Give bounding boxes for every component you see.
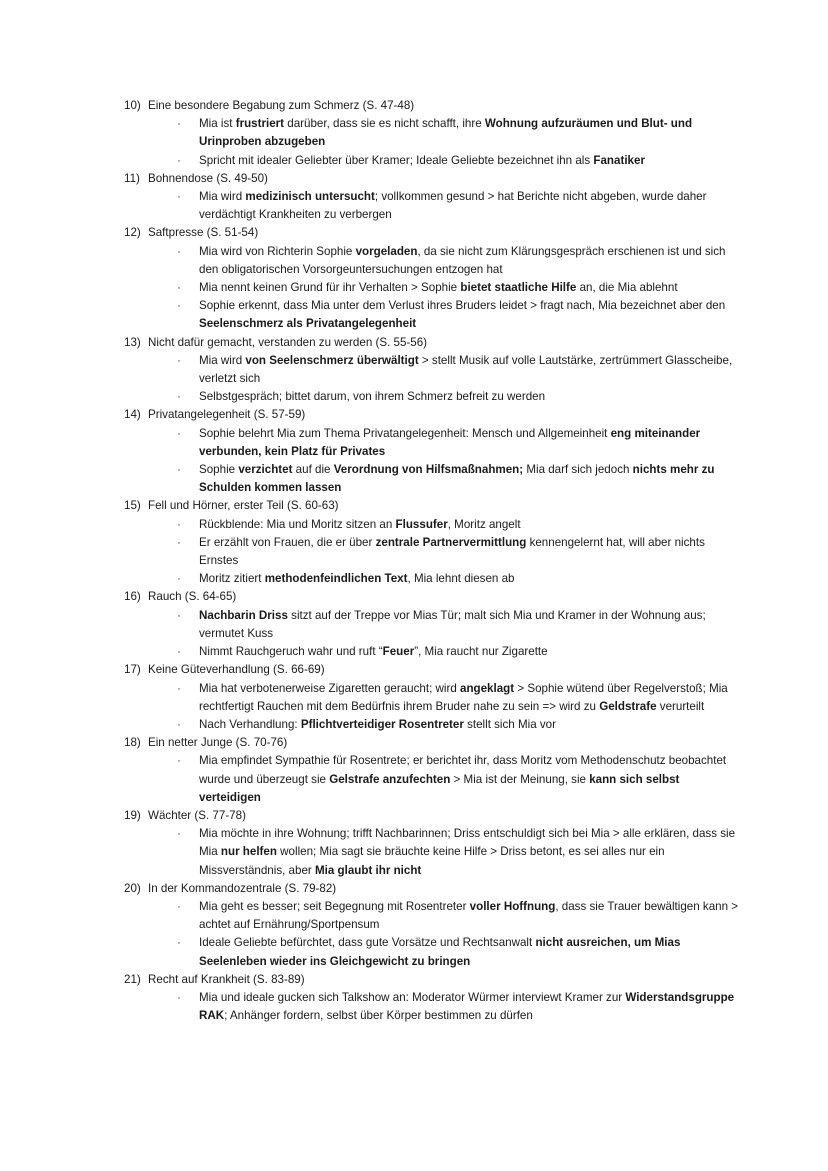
bullet-item — [124, 516, 744, 534]
bullet-list — [124, 898, 744, 971]
bullet-list — [124, 989, 744, 1025]
bullet-dot-icon: · — [177, 154, 181, 167]
text-segment: ; Anhänger fordern, selbst über Körper bestimmen zu dürfen — [224, 1009, 533, 1023]
chapter-title: Privatangelegenheit (S. 57-59) — [148, 408, 306, 422]
text-segment: Mia ist — [199, 117, 236, 131]
text-segment: Selbstgespräch; bittet darum, von ihrem Schmerz befreit zu werden — [199, 390, 546, 404]
bullet-item — [124, 680, 744, 716]
chapter-heading — [124, 588, 744, 606]
chapter-number: 16) — [124, 590, 141, 604]
bullet-item — [124, 243, 744, 279]
chapter-title: Bohnendose (S. 49-50) — [148, 171, 268, 185]
bullet-dot-icon: · — [177, 646, 181, 659]
bullet-item — [124, 425, 744, 461]
bullet-list — [124, 516, 744, 589]
bold-text: Gelstrafe anzufechten — [329, 772, 451, 786]
text-segment: , Mia lehnt diesen ab — [407, 572, 515, 586]
bullet-item — [124, 898, 744, 934]
text-segment: stellt sich Mia vor — [463, 717, 556, 731]
text-segment: Ideale Geliebte befürchtet, dass gute Vorsätze und Rechtsanwalt — [199, 936, 536, 950]
bold-text: angeklagt — [460, 681, 515, 695]
text-segment: Sophie belehrt Mia zum Thema Privatangelegenheit: Mensch und Allgemeinheit — [199, 426, 611, 440]
bold-text: Fanatiker — [593, 153, 645, 167]
bullet-dot-icon: · — [177, 937, 181, 950]
text-segment: Mia wird — [199, 190, 246, 204]
bullet-dot-icon: · — [177, 354, 181, 367]
text-segment: > Sophie wütend über Regelverstoß; Mia rechtfertigt Rauchen mit dem Bedürfnis ihrem Bruder nahe zu sein => wird zu — [199, 681, 728, 713]
chapter-heading — [124, 334, 744, 352]
chapter-heading — [124, 406, 744, 424]
chapter-number: 19) — [124, 808, 141, 822]
bullet-item — [124, 115, 744, 151]
bullet-item — [124, 461, 744, 497]
bold-text: Pflichtverteidiger Rosentreter — [300, 717, 464, 731]
bullet-dot-icon: · — [177, 828, 181, 841]
text-segment: Mia wird von Richterin Sophie — [199, 244, 356, 258]
bullet-dot-icon: · — [177, 118, 181, 131]
chapter-number: 15) — [124, 499, 141, 513]
text-segment: Sophie erkennt, dass Mia unter dem Verlust ihres Bruders leidet > fragt nach, Mia bezeichnet aber den — [199, 299, 726, 313]
text-segment: > Mia ist der Meinung, sie — [450, 772, 590, 786]
text-segment: , dass sie Trauer bewältigen kann > achtet auf Ernährung/Sportpensum — [199, 899, 739, 932]
chapter-heading — [124, 97, 744, 115]
bold-text: medizinisch untersucht — [245, 190, 375, 204]
bullet-dot-icon: · — [177, 609, 181, 622]
bullet-dot-icon: · — [177, 682, 181, 695]
text-segment: , Moritz angelt — [447, 517, 521, 531]
text-segment: > stellt Musik auf volle Lautstärke, zertrümmert Glasscheibe, verletzt sich — [199, 353, 733, 386]
text-segment: ”, Mia raucht nur Zigarette — [414, 645, 548, 659]
text-segment: darüber, dass sie es nicht schafft, ihre — [284, 117, 485, 131]
bullet-dot-icon: · — [177, 191, 181, 204]
chapter-heading — [124, 497, 744, 515]
bullet-item — [124, 643, 744, 661]
chapter-item — [124, 97, 744, 170]
text-segment: Er erzählt von Frauen, die er über — [199, 535, 376, 549]
chapter-title: Saftpresse (S. 51-54) — [148, 226, 259, 240]
bullet-item — [124, 188, 744, 224]
chapter-number: 14) — [124, 408, 141, 422]
bullet-item — [124, 825, 744, 880]
bullet-list — [124, 680, 744, 735]
chapter-number: 11) — [124, 171, 140, 185]
text-segment: an, die Mia ablehnt — [576, 281, 678, 295]
bold-text: methodenfeindlichen Text — [264, 572, 408, 586]
text-segment: Mia geht es besser; seit Begegnung mit Rosentreter — [199, 899, 470, 913]
chapter-item — [124, 406, 744, 497]
bold-text: Nachbarin Driss — [199, 608, 288, 622]
bold-text: bietet staatliche Hilfe — [460, 281, 577, 295]
text-segment: Moritz zitiert — [199, 572, 265, 586]
chapter-title: Rauch (S. 64-65) — [148, 590, 237, 604]
bold-text: nicht ausreichen, um Mias Seelenleben wieder ins Gleichgewicht zu bringen — [199, 936, 681, 968]
bullet-dot-icon: · — [177, 718, 181, 731]
bullet-dot-icon: · — [177, 991, 181, 1004]
bullet-list — [124, 243, 744, 334]
text-segment: Mia nennt keinen Grund für ihr Verhalten > Sophie — [199, 281, 461, 295]
chapter-title: Keine Güteverhandlung (S. 66-69) — [148, 663, 325, 677]
bullet-dot-icon: · — [177, 900, 181, 913]
bold-text: Mia glaubt ihr nicht — [314, 863, 422, 877]
chapter-heading — [124, 734, 744, 752]
chapter-title: Recht auf Krankheit (S. 83-89) — [148, 972, 305, 986]
chapter-number: 20) — [124, 881, 141, 895]
chapter-item — [124, 971, 744, 1026]
chapter-item — [124, 588, 744, 661]
chapter-heading — [124, 224, 744, 242]
bullet-dot-icon: · — [177, 282, 181, 295]
text-segment: wollen; Mia sagt sie bräuchte keine Hilfe > Driss betont, es sei alles nur ein Missverständnis, aber — [199, 845, 665, 877]
bullet-dot-icon: · — [177, 536, 181, 549]
bold-text: verzichtet — [238, 463, 293, 477]
bold-text: Verordnung von Hilfsmaßnahmen; — [333, 463, 524, 477]
chapter-item — [124, 880, 744, 971]
bullet-item — [124, 934, 744, 970]
bold-text: Widerstandsgruppe RAK — [199, 990, 735, 1023]
bullet-item — [124, 570, 744, 588]
bullet-item — [124, 752, 744, 807]
chapter-heading — [124, 971, 744, 989]
bullet-dot-icon: · — [177, 300, 181, 313]
text-segment: kennengelernt hat, will aber nichts Ernstes — [199, 535, 705, 568]
chapter-heading — [124, 661, 744, 679]
text-segment: Rückblende: Mia und Moritz sitzen an — [199, 517, 396, 531]
bullet-item — [124, 388, 744, 406]
text-segment: Nimmt Rauchgeruch wahr und ruft “ — [199, 645, 383, 659]
chapter-title: Eine besondere Begabung zum Schmerz (S. 47-48) — [148, 99, 415, 112]
chapter-item — [124, 170, 744, 225]
bold-text: nichts mehr zu Schulden kommen lassen — [199, 463, 715, 495]
bullet-item — [124, 352, 744, 388]
text-segment: Mia darf sich jedoch — [523, 463, 633, 477]
chapter-number: 17) — [124, 663, 141, 677]
bold-text: nur helfen — [220, 845, 277, 859]
chapter-list — [124, 97, 744, 1025]
text-segment: Nach Verhandlung: — [199, 717, 301, 731]
bold-text: Wohnung aufzuräumen und Blut- und Urinproben abzugeben — [199, 117, 693, 149]
chapter-number: 10) — [124, 99, 141, 112]
bullet-list — [124, 607, 744, 662]
bullet-list — [124, 825, 744, 880]
bullet-dot-icon: · — [177, 464, 181, 477]
chapter-title: Fell und Hörner, erster Teil (S. 60-63) — [148, 499, 339, 513]
bullet-dot-icon: · — [177, 755, 181, 768]
bullet-item — [124, 989, 744, 1025]
text-segment: verurteilt — [656, 699, 705, 713]
bold-text: frustriert — [235, 117, 285, 131]
chapter-title: Wächter (S. 77-78) — [148, 808, 246, 822]
bold-text: Feuer — [382, 645, 415, 659]
text-segment: Mia möchte in ihre Wohnung; trifft Nachbarinnen; Driss entschuldigt sich bei Mia > alle erklären, dass sie Mia — [199, 827, 736, 859]
bold-text: Seelenschmerz als Privatangelegenheit — [199, 317, 417, 331]
chapter-item — [124, 224, 744, 333]
bold-text: von Seelenschmerz überwältigt — [245, 353, 419, 367]
bullet-list — [124, 352, 744, 407]
bold-text: Flussufer — [395, 517, 448, 531]
bullet-item — [124, 297, 744, 333]
text-segment: Mia hat verbotenerweise Zigaretten geraucht; wird — [199, 681, 460, 695]
bullet-dot-icon: · — [177, 518, 181, 531]
chapter-title: Ein netter Junge (S. 70-76) — [148, 736, 288, 750]
bold-text: Geldstrafe — [599, 699, 657, 713]
bold-text: eng miteinander verbunden, kein Platz für Privates — [199, 426, 701, 458]
chapter-heading — [124, 880, 744, 898]
bullet-dot-icon: · — [177, 573, 181, 586]
chapter-heading — [124, 807, 744, 825]
text-segment: Sophie — [199, 463, 239, 477]
text-segment: Spricht mit idealer Geliebter über Kramer; Ideale Geliebte bezeichnet ihn als — [199, 153, 594, 167]
chapter-number: 18) — [124, 736, 141, 750]
text-segment: sitzt auf der Treppe vor Mias Tür; malt sich Mia und Kramer in der Wohnung aus; vermutet Kuss — [199, 608, 706, 640]
text-segment: ; vollkommen gesund > hat Berichte nicht abgeben, wurde daher verdächtigt Krankheiten zu verbergen — [199, 190, 707, 222]
bullet-list — [124, 115, 744, 170]
bullet-item — [124, 607, 744, 643]
chapter-number: 21) — [124, 972, 141, 986]
chapter-item — [124, 734, 744, 807]
chapter-item — [124, 661, 744, 734]
text-segment: Mia wird — [199, 353, 246, 367]
bullet-item — [124, 279, 744, 297]
bold-text: zentrale Partnervermittlung — [375, 535, 527, 549]
chapter-heading — [124, 170, 744, 188]
text-segment: Mia empfindet Sympathie für Rosentrete; er berichtet ihr, dass Moritz vom Methodenschutz beobachtet wurde und überzeugt sie — [199, 754, 727, 786]
chapter-item — [124, 497, 744, 588]
bullet-dot-icon: · — [177, 245, 181, 258]
bullet-dot-icon: · — [177, 427, 181, 440]
bullet-list — [124, 752, 744, 807]
bullet-item — [124, 152, 744, 170]
bullet-list — [124, 188, 744, 224]
bold-text: vorgeladen — [355, 244, 418, 258]
bullet-item — [124, 716, 744, 734]
chapter-title: In der Kommandozentrale (S. 79-82) — [148, 881, 337, 895]
bold-text: voller Hoffnung — [469, 899, 556, 913]
bullet-item — [124, 534, 744, 570]
chapter-number: 13) — [124, 335, 141, 349]
chapter-item — [124, 334, 744, 407]
bold-text: kann sich selbst verteidigen — [199, 772, 680, 804]
bullet-list — [124, 425, 744, 498]
text-segment: , da sie nicht zum Klärungsgespräch erschienen ist und sich den obligatorischen Vorsorgeuntersuchungen entzogen hat — [199, 244, 726, 276]
chapter-title: Nicht dafür gemacht, verstanden zu werden (S. 55-56) — [148, 335, 428, 349]
text-segment: Mia und ideale gucken sich Talkshow an: Moderator Würmer interviewt Kramer zur — [199, 990, 626, 1004]
chapter-item — [124, 807, 744, 880]
chapter-number: 12) — [124, 226, 141, 240]
text-segment: auf die — [292, 463, 334, 477]
bullet-dot-icon: · — [177, 391, 181, 404]
